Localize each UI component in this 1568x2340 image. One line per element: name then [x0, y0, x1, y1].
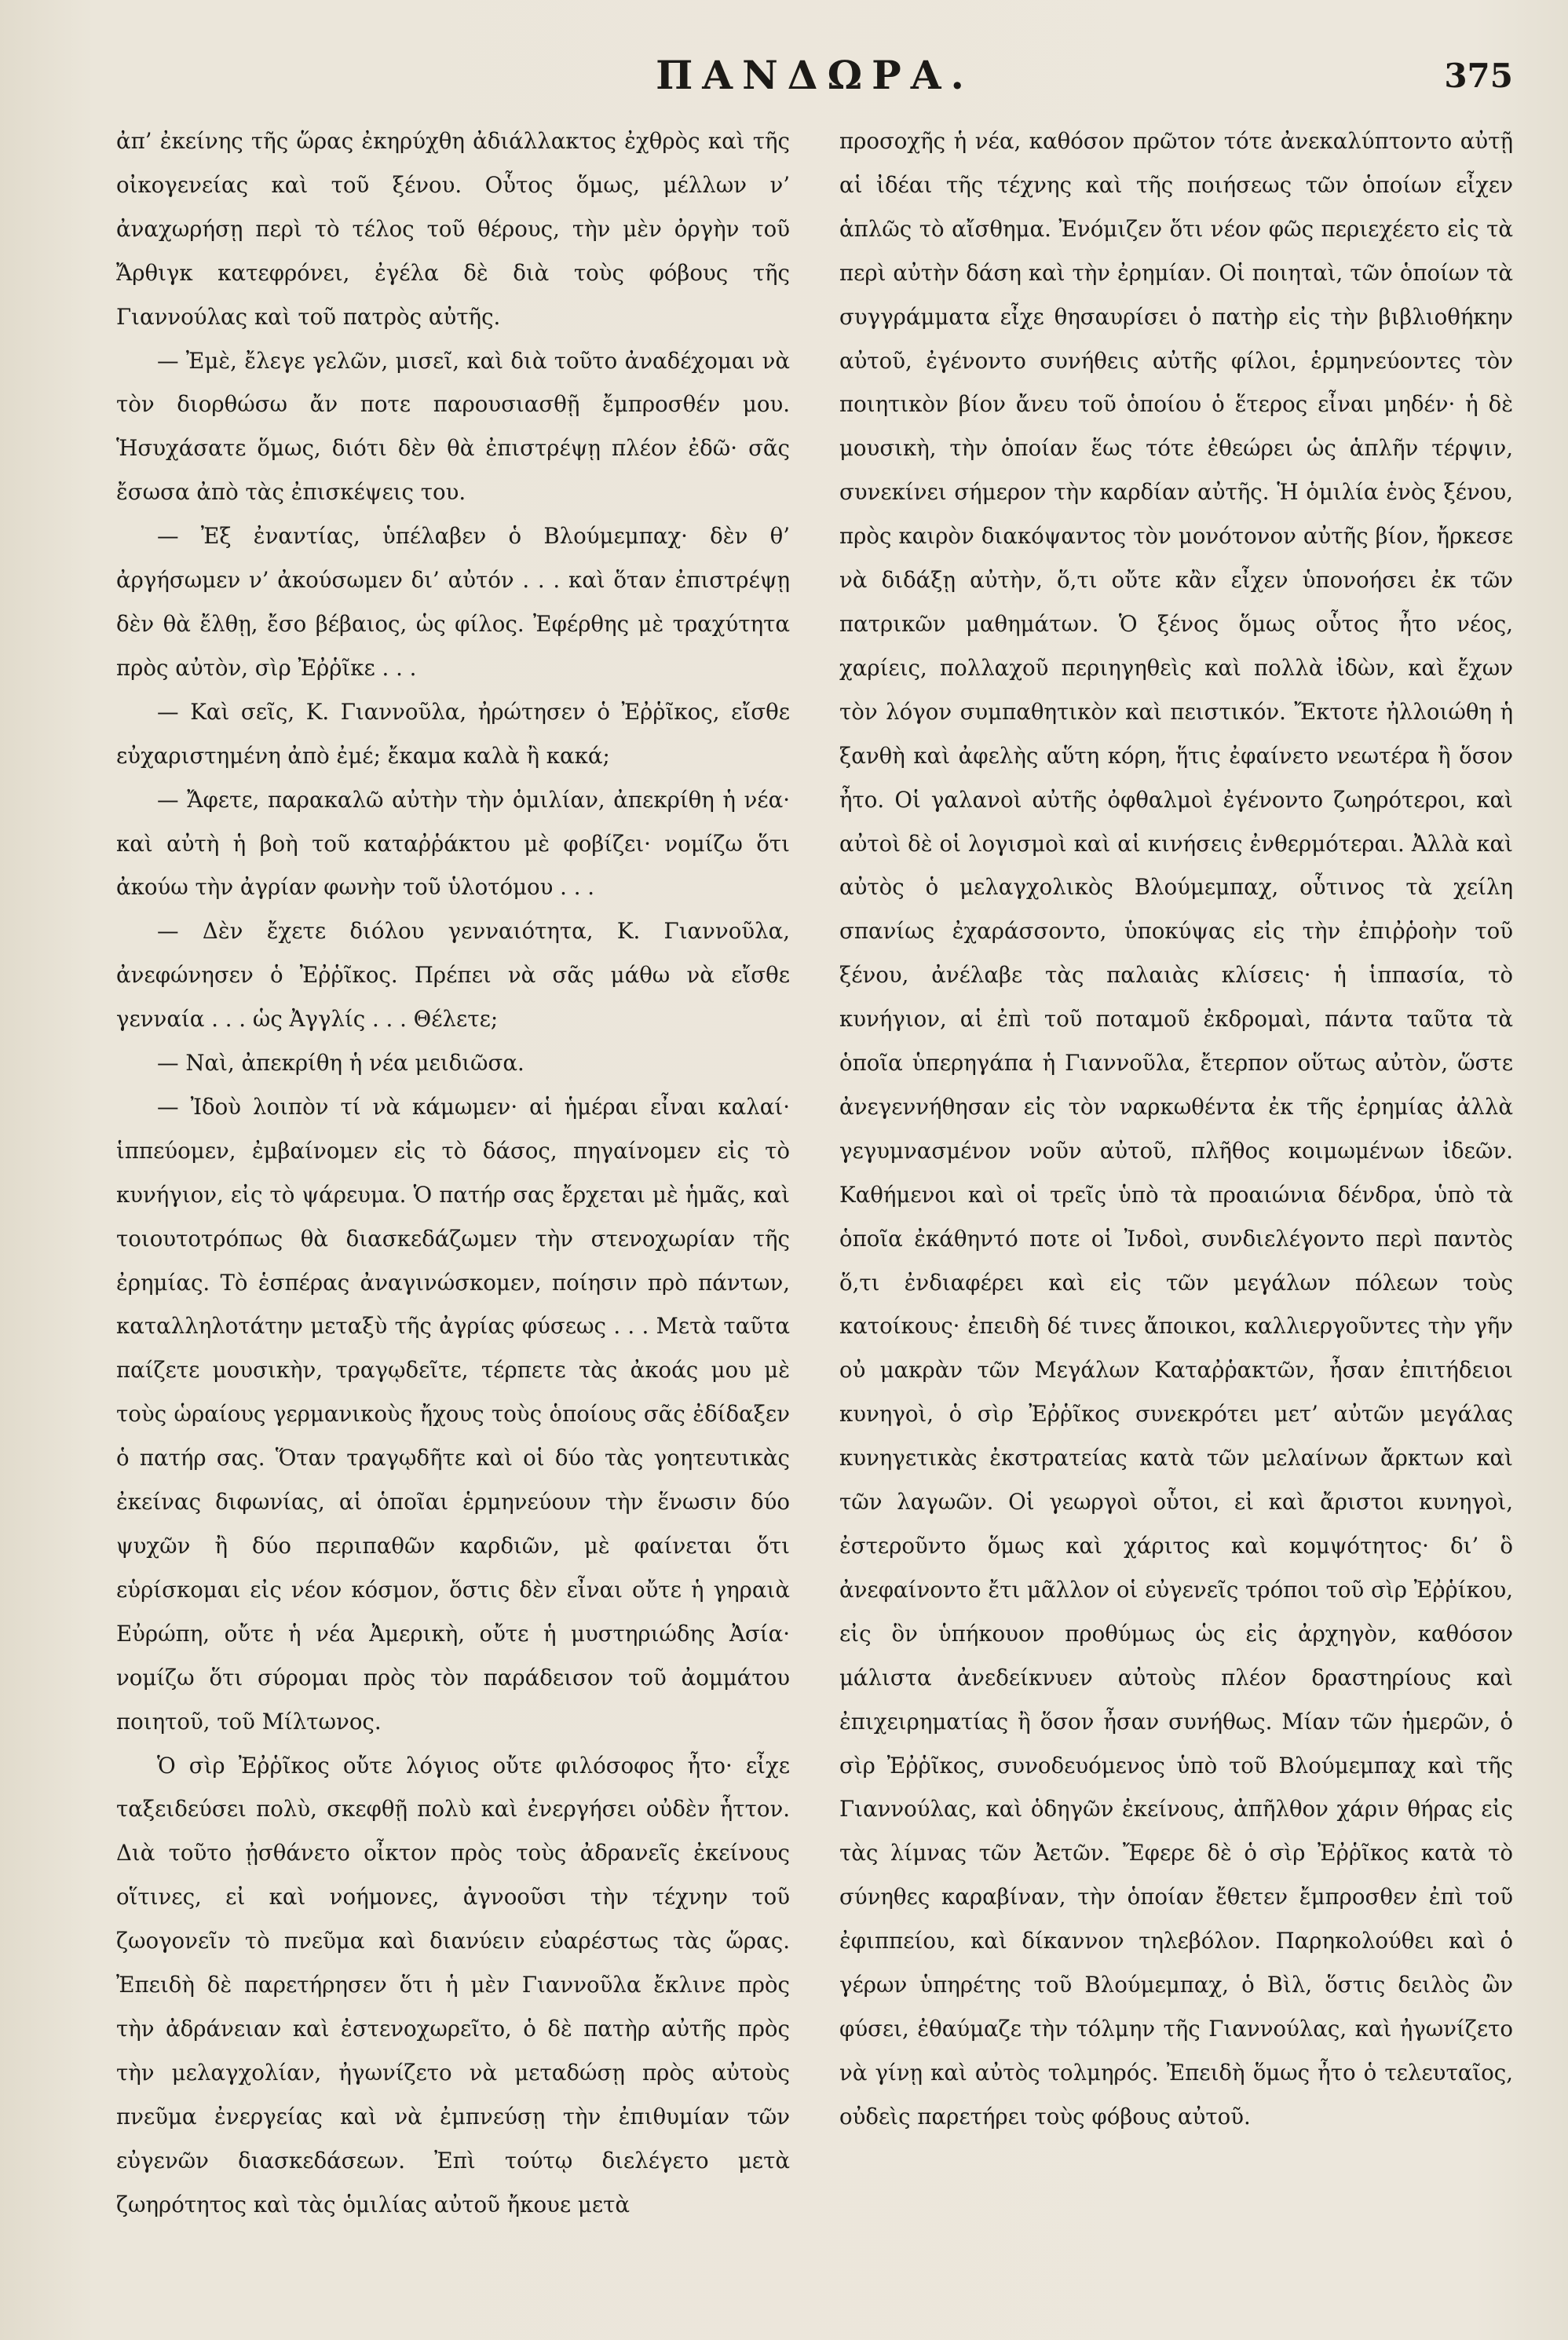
paragraph: — Ἐμὲ, ἔλεγε γελῶν, μισεῖ, καὶ διὰ τοῦτο ἀναδέχομαι νὰ τὸν διορθώσω ἄν ποτε παρουσιασθῇ ἔμπροσθέν μου. Ἡσυχάσατε ὅμως, διότι δὲν θὰ ἐπιστρέψῃ πλέον ἐδῶ· σᾶς ἔσωσα ἀπὸ τὰς ἐπισκέψεις του. [116, 347, 790, 506]
left-column [116, 119, 790, 2227]
paragraph: — Ἰδοὺ λοιπὸν τί νὰ κάμωμεν· αἱ ἡμέραι εἶναι καλαί· ἱππεύομεν, ἐμβαίνομεν εἰς τὸ δάσος, πηγαίνομεν εἰς τὸ κυνήγιον, εἰς τὸ ψάρευμα. Ὁ πατήρ σας ἔρχεται μὲ ἡμᾶς, καὶ τοιουτοτρόπως θὰ διασκεδάζωμεν τὴν στενοχωρίαν τῆς ἐρημίας. Τὸ ἑσπέρας ἀναγινώσκομεν, ποίησιν πρὸ πάντων, καταλληλοτάτην μεταξὺ τῆς ἀγρίας φύσεως . . . Μετὰ ταῦτα παίζετε μουσικὴν, τραγῳδεῖτε, τέρπετε τὰς ἀκοάς μου μὲ τοὺς ὡραίους γερμανικοὺς ἤχους τοὺς ὁποίους σᾶς ἐδίδαξεν ὁ πατήρ σας. Ὅταν τραγῳδῆτε καὶ οἱ δύο τὰς γοητευτικὰς ἐκείνας διφωνίας, αἱ ὁποῖαι ἑρμηνεύουν τὴν ἕνωσιν δύο ψυχῶν ἢ δύο περιπαθῶν καρδιῶν, μὲ φαίνεται ὅτι εὑρίσκομαι εἰς νέον κόσμον, ὅστις δὲν εἶναι οὔτε ἡ γηραιὰ Εὐρώπη, οὔτε ἡ νέα Ἀμερικὴ, οὔτε ἡ μυστηριώδης Ἀσία· νομίζω ὅτι σύρομαι πρὸς τὸν παράδεισον τοῦ ἀομμάτου ποιητοῦ, τοῦ Μίλτωνος. [116, 1093, 790, 1735]
page-title: ΠΑΝΔΩΡΑ. [656, 52, 974, 98]
paragraph: — Ἄφετε, παρακαλῶ αὐτὴν τὴν ὁμιλίαν, ἀπεκρίθη ἡ νέα· καὶ αὐτὴ ἡ βοὴ τοῦ καταῤῥάκτου μὲ φοβίζει· νομίζω ὅτι ἀκούω τὴν ἀγρίαν φωνὴν τοῦ ὑλοτόμου . . . [116, 786, 790, 901]
right-column [839, 119, 1513, 2227]
running-head [116, 46, 1513, 116]
text-columns [116, 119, 1513, 2227]
paragraph: — Ναὶ, ἀπεκρίθη ἡ νέα μειδιῶσα. [157, 1050, 524, 1077]
paragraph: — Ἐξ ἐναντίας, ὑπέλαβεν ὁ Βλούμεμπαχ· δὲν θ’ ἀργήσωμεν ν’ ἀκούσωμεν δι’ αὐτόν . . . καὶ ὅταν ἐπιστρέψῃ δὲν θὰ ἔλθῃ, ἔσο βέβαιος, ὡς φίλος. Ἐφέρθης μὲ τραχύτητα πρὸς αὐτὸν, σὶρ Ἐῤῥῖκε . . . [116, 523, 790, 681]
paragraph: — Δὲν ἔχετε διόλου γενναιότητα, Κ. Γιαννοῦλα, ἀνεφώνησεν ὁ Ἐῤῥῖκος. Πρέπει νὰ σᾶς μάθω νὰ εἴσθε γενναία . . . ὡς Ἀγγλίς . . . Θέλετε; [116, 918, 790, 1033]
paragraph: ἀπ’ ἐκείνης τῆς ὥρας ἐκηρύχθη ἀδιάλλακτος ἐχθρὸς καὶ τῆς οἰκογενείας καὶ τοῦ ξένου. Οὗτος ὅμως, μέλλων ν’ ἀναχωρήσῃ περὶ τὸ τέλος τοῦ θέρους, τὴν μὲν ὀργὴν τοῦ Ἄρθιγκ κατεφρόνει, ἐγέλα δὲ διὰ τοὺς φόβους τῆς Γιαννούλας καὶ τοῦ πατρὸς αὐτῆς. [116, 128, 790, 330]
paragraph: — Καὶ σεῖς, Κ. Γιαννοῦλα, ἠρώτησεν ὁ Ἐῤῥῖκος, εἴσθε εὐχαριστημένη ἀπὸ ἐμέ; ἔκαμα καλὰ ἢ κακά; [116, 698, 790, 769]
page-number: 375 [1444, 57, 1513, 95]
paragraph: Ὁ σὶρ Ἐῤῥῖκος οὔτε λόγιος οὔτε φιλόσοφος ἦτο· εἶχε ταξειδεύσει πολὺ, σκεφθῇ πολὺ καὶ ἐνεργήσει οὐδὲν ἧττον. Διὰ τοῦτο ᾐσθάνετο οἶκτον πρὸς τοὺς ἀδρανεῖς ἐκείνους οἵτινες, εἰ καὶ νοήμονες, ἀγνοοῦσι τὴν τέχνην τοῦ ζωογονεῖν τὸ πνεῦμα καὶ διανύειν εὐαρέστως τὰς ὥρας. Ἐπειδὴ δὲ παρετήρησεν ὅτι ἡ μὲν Γιαννοῦλα ἔκλινε πρὸς τὴν ἀδράνειαν καὶ ἐστενοχωρεῖτο, ὁ δὲ πατὴρ αὐτῆς πρὸς τὴν μελαγχολίαν, ἠγωνίζετο νὰ μεταδώσῃ πρὸς αὐτοὺς πνεῦμα ἐνεργείας καὶ νὰ ἐμπνεύσῃ τὴν ἐπιθυμίαν τῶν εὐγενῶν διασκεδάσεων. Ἐπὶ τούτῳ διελέγετο μετὰ ζωηρότητος καὶ τὰς ὁμιλίας αὐτοῦ ἤκουε μετὰ [116, 1752, 790, 2218]
paragraph: προσοχῆς ἡ νέα, καθόσον πρῶτον τότε ἀνεκαλύπτοντο αὐτῇ αἱ ἰδέαι τῆς τέχνης καὶ τῆς ποιήσεως τῶν ὁποίων εἶχεν ἁπλῶς τὸ αἴσθημα. Ἐνόμιζεν ὅτι νέον φῶς περιεχέετο εἰς τὰ περὶ αὐτὴν δάση καὶ τὴν ἐρημίαν. Οἱ ποιηταὶ, τῶν ὁποίων τὰ συγγράμματα εἶχε θησαυρίσει ὁ πατὴρ εἰς τὴν βιβλιοθήκην αὐτοῦ, ἐγένοντο συνήθεις αὐτῆς φίλοι, ἑρμηνεύοντες τὸν ποιητικὸν βίον ἄνευ τοῦ ὁποίου ὁ ἕτερος εἶναι μηδέν· ἡ δὲ μουσικὴ, τὴν ὁποίαν ἕως τότε ἐθεώρει ὡς ἁπλῆν τέρψιν, συνεκίνει σήμερον τὴν καρδίαν αὐτῆς. Ἡ ὁμιλία ἑνὸς ξένου, πρὸς καιρὸν διακόψαντος τὸν μονότονον αὐτῆς βίον, ἤρκεσε νὰ διδάξῃ αὐτὴν, ὅ,τι οὔτε κἂν εἶχεν ὑπονοήσει ἐκ τῶν πατρικῶν μαθημάτων. Ὁ ξένος ὅμως οὗτος ἦτο νέος, χαρίεις, πολλαχοῦ περιηγηθεὶς καὶ πολλὰ ἰδὼν, καὶ ἔχων τὸν λόγον συμπαθητικὸν καὶ πειστικόν. Ἔκτοτε ἠλλοιώθη ἡ ξανθὴ καὶ ἀφελὴς αὕτη κόρη, ἥτις ἐφαίνετο νεωτέρα ἢ ὅσον ἦτο. Οἱ γαλανοὶ αὐτῆς ὀφθαλμοὶ ἐγένοντο ζωηρότεροι, καὶ αὐτοὶ δὲ οἱ λογισμοὶ καὶ αἱ κινήσεις ἐνθερμότεραι. Ἀλλὰ καὶ αὐτὸς ὁ μελαγχολικὸς Βλούμεμπαχ, οὗτινος τὰ χείλη σπανίως ἐχαράσσοντο, ὑποκύψας εἰς τὴν ἐπιῤῥοὴν τοῦ ξένου, ἀνέλαβε τὰς παλαιὰς κλίσεις· ἡ ἱππασία, τὸ κυνήγιον, αἱ ἐπὶ τοῦ ποταμοῦ ἐκδρομαὶ, πάντα ταῦτα τὰ ὁποῖα ὑπερηγάπα ἡ Γιαννοῦλα, ἔτερπον οὕτως αὐτὸν, ὥστε ἀνεγεννήθησαν εἰς τὸν ναρκωθέντα ἐκ τῆς ἐρημίας ἀλλὰ γεγυμνασμένον νοῦν αὐτοῦ, πλῆθος κοιμωμένων ἰδεῶν. Καθήμενοι καὶ οἱ τρεῖς ὑπὸ τὰ προαιώνια δένδρα, ὑπὸ τὰ ὁποῖα ἐκάθηντό ποτε οἱ Ἰνδοὶ, συνδιελέγοντο περὶ παντὸς ὅ,τι ἐνδιαφέρει καὶ εἰς τῶν μεγάλων πόλεων τοὺς κατοίκους· ἐπειδὴ δέ τινες ἄποικοι, καλλιεργοῦντες τὴν γῆν οὐ μακρὰν τῶν Μεγάλων Καταῤῥακτῶν, ἦσαν ἐπιτήδειοι κυνηγοὶ, ὁ σὶρ Ἐῤῥῖκος συνεκρότει μετ’ αὐτῶν μεγάλας κυνηγετικὰς ἐκστρατείας κατὰ τῶν μελαίνων ἄρκτων καὶ τῶν λαγωῶν. Οἱ γεωργοὶ οὗτοι, εἰ καὶ ἄριστοι κυνηγοὶ, ἐστεροῦντο ὅμως καὶ χάριτος καὶ κομψότητος· δι’ ὃ ἀνεφαίνοντο ἔτι μᾶλλον οἱ εὐγενεῖς τρόποι τοῦ σὶρ Ἐῤῥίκου, εἰς ὃν ὑπήκουον προθύμως ὡς εἰς ἀρχηγὸν, καθόσον μάλιστα ἀνεδείκνυεν αὐτοὺς πλέον δραστηρίους καὶ ἐπιχειρηματίας ἢ ὅσον ἦσαν συνήθως. Μίαν τῶν ἡμερῶν, ὁ σὶρ Ἐῤῥῖκος, συνοδευόμενος ὑπὸ τοῦ Βλούμεμπαχ καὶ τῆς Γιαννούλας, καὶ ὁδηγῶν ἐκείνους, ἀπῆλθον χάριν θήρας εἰς τὰς λίμνας τῶν Ἀετῶν. Ἔφερε δὲ ὁ σὶρ Ἐῤῥῖκος κατὰ τὸ σύνηθες καραβίναν, τὴν ὁποίαν ἔθετεν ἔμπροσθεν ἐπὶ τοῦ ἐφιππείου, καὶ δίκαννον τηλεβόλον. Παρηκολούθει καὶ ὁ γέρων ὑπηρέτης τοῦ Βλούμεμπαχ, ὁ Βὶλ, ὅστις δειλὸς ὢν φύσει, ἐθαύμαζε τὴν τόλμην τῆς Γιαννούλας, καὶ ἠγωνίζετο νὰ γίνῃ καὶ αὐτὸς τολμηρός. Ἐπειδὴ ὅμως ἦτο ὁ τελευταῖος, οὐδεὶς παρετήρει τοὺς φόβους αὐτοῦ. [839, 128, 1513, 2130]
